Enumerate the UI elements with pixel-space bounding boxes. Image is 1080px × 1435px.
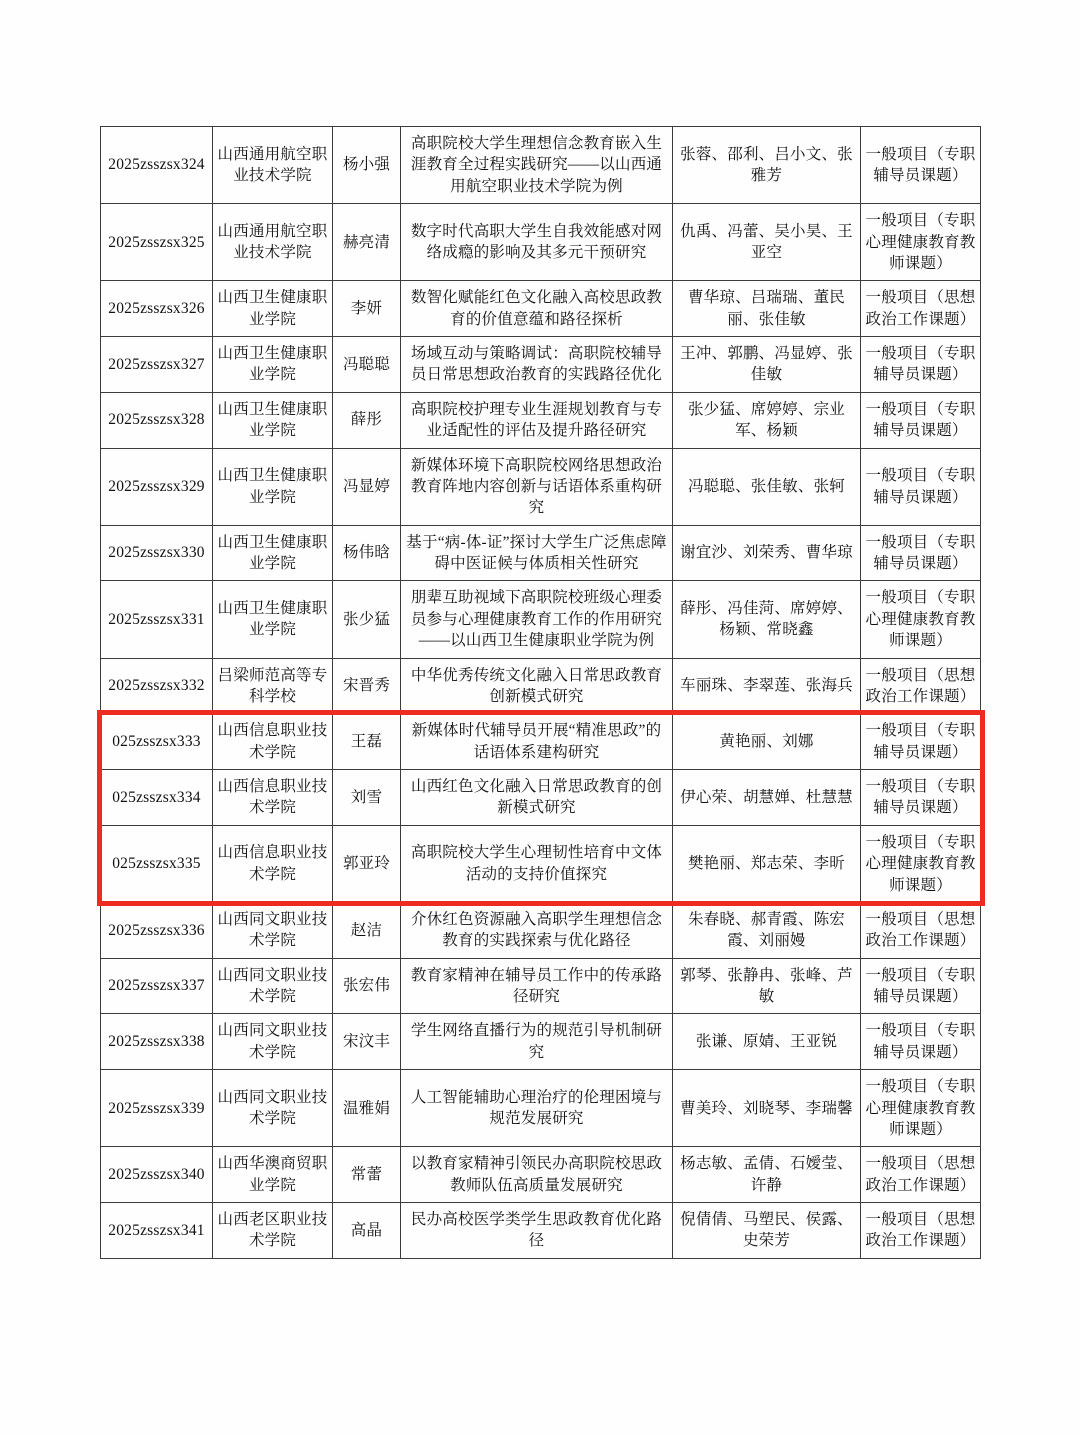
cell-project-type: 一般项目（专职辅导员课题） <box>861 392 981 448</box>
cell-leader-name: 杨伟晗 <box>333 525 401 581</box>
cell-project-members: 曹美玲、刘晓琴、李瑞馨 <box>673 1070 861 1147</box>
cell-project-type: 一般项目（专职辅导员课题） <box>861 958 981 1014</box>
cell-leader-name: 张少猛 <box>333 581 401 658</box>
cell-project-members: 伊心荣、胡慧婵、杜慧慧 <box>673 770 861 826</box>
cell-school-name: 山西卫生健康职业学院 <box>213 281 333 337</box>
cell-leader-name: 常蕾 <box>333 1147 401 1203</box>
cell-school-name: 山西信息职业技术学院 <box>213 714 333 770</box>
cell-project-title: 民办高校医学类学生思政教育优化路径 <box>401 1203 673 1259</box>
cell-project-code: 025zsszsx333 <box>101 714 213 770</box>
cell-leader-name: 薛彤 <box>333 392 401 448</box>
cell-project-type: 一般项目（专职心理健康教育教师课题） <box>861 1070 981 1147</box>
cell-project-title: 山西红色文化融入日常思政教育的创新模式研究 <box>401 770 673 826</box>
cell-project-type: 一般项目（思想政治工作课题） <box>861 1203 981 1259</box>
table-row <box>101 1070 981 1147</box>
cell-project-code: 2025zsszsx332 <box>101 658 213 714</box>
cell-project-type: 一般项目（专职心理健康教育教师课题） <box>861 204 981 281</box>
cell-project-title: 数字时代高职大学生自我效能感对网络成瘾的影响及其多元干预研究 <box>401 204 673 281</box>
cell-project-title: 以教育家精神引领民办高职院校思政教师队伍高质量发展研究 <box>401 1147 673 1203</box>
cell-leader-name: 宋汶丰 <box>333 1014 401 1070</box>
cell-project-code: 2025zsszsx327 <box>101 337 213 393</box>
cell-school-name: 吕梁师范高等专科学校 <box>213 658 333 714</box>
cell-project-code: 025zsszsx334 <box>101 770 213 826</box>
cell-school-name: 山西老区职业技术学院 <box>213 1203 333 1259</box>
table-row <box>101 1014 981 1070</box>
cell-project-code: 2025zsszsx329 <box>101 448 213 525</box>
cell-project-type: 一般项目（思想政治工作课题） <box>861 1147 981 1203</box>
cell-project-members: 张少猛、席婷婷、宗业军、杨颖 <box>673 392 861 448</box>
cell-leader-name: 高晶 <box>333 1203 401 1259</box>
cell-project-code: 025zsszsx335 <box>101 825 213 902</box>
cell-project-title: 朋辈互助视域下高职院校班级心理委员参与心理健康教育工作的作用研究——以山西卫生健康职业学院为例 <box>401 581 673 658</box>
table-row <box>101 1203 981 1259</box>
cell-project-type: 一般项目（专职辅导员课题） <box>861 1014 981 1070</box>
table-row <box>101 448 981 525</box>
cell-project-members: 张谦、原婧、王亚锐 <box>673 1014 861 1070</box>
cell-project-members: 仇禹、冯蕾、吴小昊、王亚空 <box>673 204 861 281</box>
cell-project-type: 一般项目（专职辅导员课题） <box>861 770 981 826</box>
cell-leader-name: 王磊 <box>333 714 401 770</box>
cell-leader-name: 刘雪 <box>333 770 401 826</box>
cell-leader-name: 温雅娟 <box>333 1070 401 1147</box>
cell-project-type: 一般项目（专职辅导员课题） <box>861 714 981 770</box>
cell-leader-name: 赫亮清 <box>333 204 401 281</box>
table-row <box>101 127 981 204</box>
cell-school-name: 山西信息职业技术学院 <box>213 770 333 826</box>
cell-project-title: 人工智能辅助心理治疗的伦理困境与规范发展研究 <box>401 1070 673 1147</box>
cell-school-name: 山西卫生健康职业学院 <box>213 525 333 581</box>
table-row <box>101 902 981 958</box>
cell-school-name: 山西卫生健康职业学院 <box>213 448 333 525</box>
cell-project-type: 一般项目（专职心理健康教育教师课题） <box>861 825 981 902</box>
cell-school-name: 山西同文职业技术学院 <box>213 958 333 1014</box>
table-row <box>101 281 981 337</box>
cell-project-code: 2025zsszsx341 <box>101 1203 213 1259</box>
cell-project-code: 2025zsszsx330 <box>101 525 213 581</box>
table-row <box>101 658 981 714</box>
cell-project-title: 高职院校大学生理想信念教育嵌入生涯教育全过程实践研究——以山西通用航空职业技术学院为例 <box>401 127 673 204</box>
cell-school-name: 山西通用航空职业技术学院 <box>213 204 333 281</box>
table-row <box>101 392 981 448</box>
table-row <box>101 337 981 393</box>
table-row <box>101 204 981 281</box>
cell-school-name: 山西卫生健康职业学院 <box>213 392 333 448</box>
cell-project-members: 樊艳丽、郑志荣、李昕 <box>673 825 861 902</box>
cell-project-type: 一般项目（专职心理健康教育教师课题） <box>861 581 981 658</box>
cell-project-title: 中华优秀传统文化融入日常思政教育创新模式研究 <box>401 658 673 714</box>
cell-project-code: 2025zsszsx340 <box>101 1147 213 1203</box>
cell-project-type: 一般项目（思想政治工作课题） <box>861 902 981 958</box>
cell-project-members: 杨志敏、孟倩、石嬡莹、许静 <box>673 1147 861 1203</box>
cell-project-code: 2025zsszsx339 <box>101 1070 213 1147</box>
cell-project-title: 场域互动与策略调试：高职院校辅导员日常思想政治教育的实践路径优化 <box>401 337 673 393</box>
cell-project-code: 2025zsszsx337 <box>101 958 213 1014</box>
cell-project-title: 介休红色资源融入高职学生理想信念教育的实践探索与优化路径 <box>401 902 673 958</box>
cell-project-code: 2025zsszsx326 <box>101 281 213 337</box>
cell-leader-name: 张宏伟 <box>333 958 401 1014</box>
table-body <box>101 127 981 1259</box>
cell-project-title: 学生网络直播行为的规范引导机制研究 <box>401 1014 673 1070</box>
cell-project-code: 2025zsszsx328 <box>101 392 213 448</box>
cell-project-members: 薛彤、冯佳菏、席婷婷、杨颖、常晓鑫 <box>673 581 861 658</box>
cell-leader-name: 冯聪聪 <box>333 337 401 393</box>
table-row <box>101 714 981 770</box>
cell-project-members: 冯聪聪、张佳敏、张轲 <box>673 448 861 525</box>
cell-project-members: 朱春晓、郝青霞、陈宏霞、刘丽嫚 <box>673 902 861 958</box>
cell-project-members: 曹华琼、吕瑞瑞、董民丽、张佳敏 <box>673 281 861 337</box>
cell-school-name: 山西华澳商贸职业学院 <box>213 1147 333 1203</box>
cell-project-members: 倪倩倩、马塑民、侯露、史荣芳 <box>673 1203 861 1259</box>
cell-project-type: 一般项目（专职辅导员课题） <box>861 448 981 525</box>
cell-project-members: 张蓉、邵利、吕小文、张雅芳 <box>673 127 861 204</box>
cell-project-type: 一般项目（专职辅导员课题） <box>861 127 981 204</box>
cell-leader-name: 李妍 <box>333 281 401 337</box>
cell-leader-name: 郭亚玲 <box>333 825 401 902</box>
cell-project-code: 2025zsszsx325 <box>101 204 213 281</box>
cell-school-name: 山西通用航空职业技术学院 <box>213 127 333 204</box>
cell-project-type: 一般项目（专职辅导员课题） <box>861 337 981 393</box>
cell-project-members: 王冲、郭鹏、冯显婷、张佳敏 <box>673 337 861 393</box>
cell-project-type: 一般项目（专职辅导员课题） <box>861 525 981 581</box>
cell-project-members: 黄艳丽、刘娜 <box>673 714 861 770</box>
cell-school-name: 山西卫生健康职业学院 <box>213 337 333 393</box>
cell-leader-name: 宋晋秀 <box>333 658 401 714</box>
cell-school-name: 山西卫生健康职业学院 <box>213 581 333 658</box>
cell-project-code: 2025zsszsx331 <box>101 581 213 658</box>
cell-project-title: 高职院校护理专业生涯规划教育与专业适配性的评估及提升路径研究 <box>401 392 673 448</box>
cell-project-code: 2025zsszsx324 <box>101 127 213 204</box>
cell-leader-name: 杨小强 <box>333 127 401 204</box>
cell-school-name: 山西同文职业技术学院 <box>213 1014 333 1070</box>
cell-project-title: 高职院校大学生心理韧性培育中文体活动的支持价值探究 <box>401 825 673 902</box>
cell-leader-name: 冯显婷 <box>333 448 401 525</box>
cell-project-title: 新媒体环境下高职院校网络思想政治教育阵地内容创新与话语体系重构研究 <box>401 448 673 525</box>
project-table-container <box>100 126 980 1259</box>
cell-leader-name: 赵洁 <box>333 902 401 958</box>
cell-project-title: 新媒体时代辅导员开展“精准思政”的话语体系建构研究 <box>401 714 673 770</box>
cell-project-type: 一般项目（思想政治工作课题） <box>861 281 981 337</box>
table-row <box>101 1147 981 1203</box>
cell-project-title: 数智化赋能红色文化融入高校思政教育的价值意蕴和路径探析 <box>401 281 673 337</box>
cell-school-name: 山西信息职业技术学院 <box>213 825 333 902</box>
table-row <box>101 825 981 902</box>
cell-project-title: 教育家精神在辅导员工作中的传承路径研究 <box>401 958 673 1014</box>
cell-project-code: 2025zsszsx336 <box>101 902 213 958</box>
table-row <box>101 958 981 1014</box>
table-row <box>101 525 981 581</box>
cell-project-type: 一般项目（思想政治工作课题） <box>861 658 981 714</box>
cell-project-title: 基于“病-体-证”探讨大学生广泛焦虑障碍中医证候与体质相关性研究 <box>401 525 673 581</box>
cell-project-code: 2025zsszsx338 <box>101 1014 213 1070</box>
table-row <box>101 770 981 826</box>
cell-project-members: 谢宜沙、刘荣秀、曹华琼 <box>673 525 861 581</box>
cell-project-members: 车丽珠、李翠莲、张海兵 <box>673 658 861 714</box>
project-list-table <box>100 126 981 1259</box>
table-row <box>101 581 981 658</box>
cell-school-name: 山西同文职业技术学院 <box>213 902 333 958</box>
cell-project-members: 郭琴、张静冉、张峰、芦敏 <box>673 958 861 1014</box>
cell-school-name: 山西同文职业技术学院 <box>213 1070 333 1147</box>
